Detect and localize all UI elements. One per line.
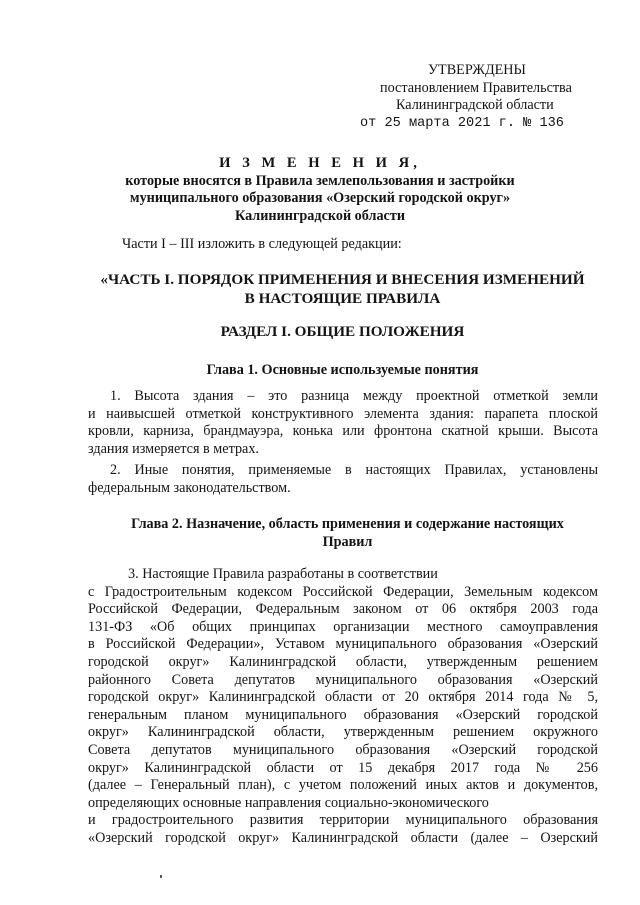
paragraph-line: в Российской Федерации», Уставом муниципального образования «Озерский — [88, 636, 598, 653]
paragraph-2 — [88, 462, 598, 497]
paragraph-line: округ» Калининградской области, утвержденным решением окружного — [88, 724, 598, 741]
paragraph-line: 1. Высота здания – это разница между проектной отметкой земли — [110, 388, 598, 404]
approval-stamp — [340, 62, 620, 132]
paragraph-line: «Озерский городской округ» Калининградской области (далее – Озерский — [88, 829, 598, 846]
paragraph-line: здания измеряется в метрах. — [88, 440, 259, 457]
chapter-2-line-2: Правил — [322, 534, 373, 550]
document-title — [90, 155, 550, 225]
paragraph-line: и градостроительного развития территории муниципального образования — [88, 812, 598, 829]
paragraph-line: 3. Настоящие Правила разработаны в соответствии — [128, 566, 438, 582]
chapter-2-line-1: Глава 2. Назначение, область применения и содержание настоящих — [131, 516, 564, 532]
part-title-line-1: «ЧАСТЬ I. ПОРЯДОК ПРИМЕНЕНИЯ И ВНЕСЕНИЯ ИЗМЕНЕНИЙ — [100, 271, 585, 288]
title-line-2: муниципального образования «Озерский городской округ» — [129, 190, 511, 206]
paragraph-line: 131-ФЗ «Об общих принципах организации местного самоуправления — [88, 618, 598, 635]
paragraph-line: (далее – Генеральный план), с учетом положений иных актов и документов, — [88, 777, 598, 794]
paragraph-line: с Градостроительным кодексом Российской Федерации, Земельным кодексом — [88, 583, 598, 600]
approval-heading: УТВЕРЖДЕНЫ — [428, 62, 526, 78]
paragraph-line: генеральным планом муниципального образования «Озерский городской — [88, 706, 598, 723]
paragraph-line: кровли, карниза, брандмауэра, конька или фронтона скатной крыши. Высота — [88, 423, 598, 440]
paragraph-3 — [88, 566, 598, 848]
title-line-3: Калининградской области — [234, 207, 405, 224]
title-line-1: которые вносятся в Правила землепользования и застройки — [125, 172, 515, 189]
paragraph-line: определяющих основные направления социально-экономического — [88, 794, 489, 811]
paragraph-line: городской округ» Калининградской области от 20 октября 2014 года № 5, — [88, 689, 598, 706]
paragraph-line: округ» Калининградской области от 15 декабря 2017 года № 256 — [88, 759, 598, 776]
title-heading: И З М Е Н Е Н И Я, — [219, 155, 421, 171]
section-title: РАЗДЕЛ I. ОБЩИЕ ПОЛОЖЕНИЯ — [220, 323, 465, 340]
paragraph-line: Российской Федерации, Федеральным законом от 06 октября 2003 года — [88, 601, 598, 618]
scan-speck — [160, 875, 162, 878]
paragraph-line: и наивысшей отметкой конструктивного элемента здания: парапета плоской — [88, 405, 598, 422]
paragraph-1 — [88, 388, 598, 458]
chapter-1-title: Глава 1. Основные используемые понятия — [206, 362, 479, 378]
approval-region: Калининградской области — [396, 97, 554, 113]
paragraph-line: федеральным законодательством. — [88, 479, 291, 496]
part-title-line-2: В НАСТОЯЩИЕ ПРАВИЛА — [244, 290, 441, 307]
paragraph-line: городской округ» Калининградской области, утвержденным решением — [88, 653, 598, 670]
paragraph-line: 2. Иные понятия, применяемые в настоящих Правилах, установлены — [110, 462, 598, 478]
part-title — [90, 270, 595, 308]
chapter-2-title — [100, 515, 595, 551]
paragraph-line: Совета депутатов муниципального образования «Озерский городской — [88, 741, 598, 758]
paragraph-line: районного Совета депутатов муниципального образования «Озерский — [88, 671, 598, 688]
intro-text: Части I – III изложить в следующей редакции: — [122, 236, 402, 252]
approval-date-number: от 25 марта 2021 г. № 136 — [360, 115, 564, 131]
approval-resolution: постановлением Правительства — [380, 79, 572, 96]
